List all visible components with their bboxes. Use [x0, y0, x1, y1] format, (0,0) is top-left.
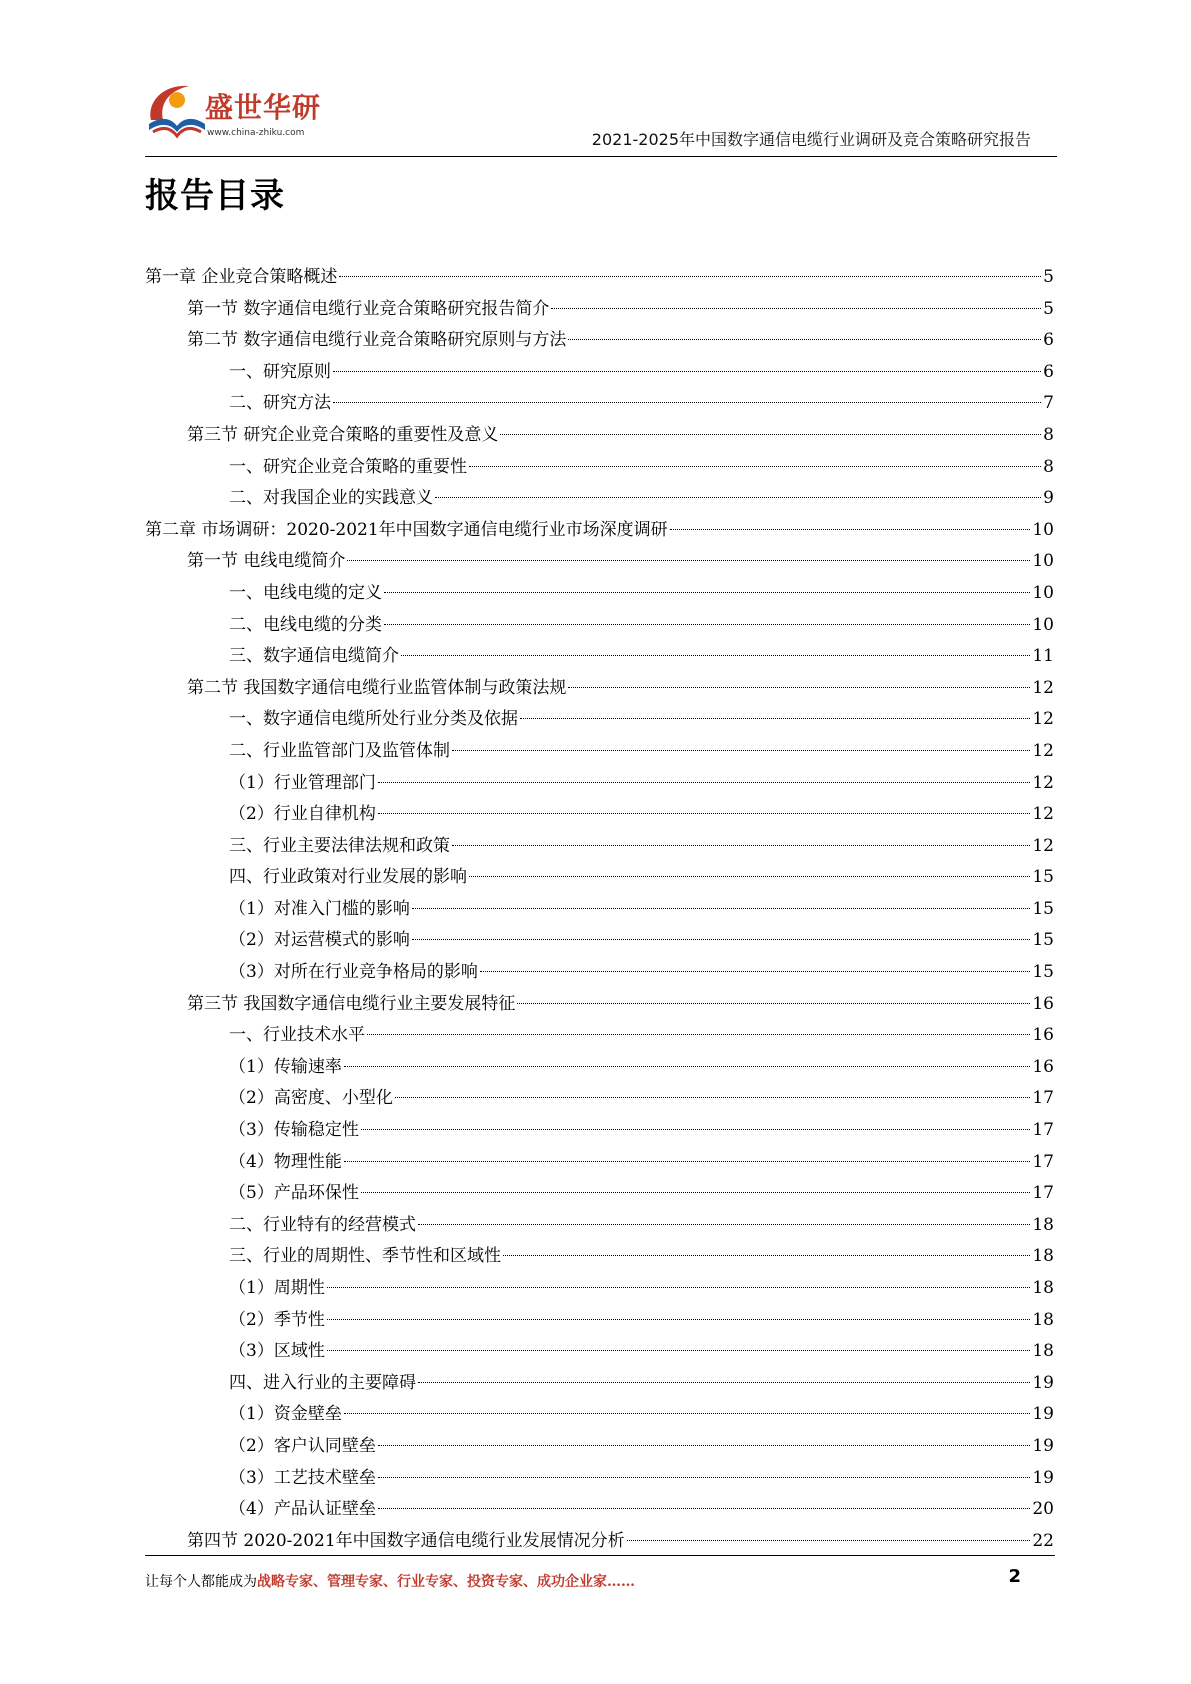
toc-entry-page: 6 [1043, 361, 1054, 382]
toc-entry-title: 一、电线电缆的定义 [229, 582, 382, 603]
toc-entry[interactable] [145, 1020, 1054, 1052]
toc-entry-page: 18 [1032, 1341, 1054, 1362]
toc-entry-title: 第二节 数字通信电缆行业竞合策略研究原则与方法 [187, 330, 567, 351]
toc-entry-title: 三、行业的周期性、季节性和区域性 [229, 1246, 501, 1267]
toc-entry-title: 四、行业政策对行业发展的影响 [229, 867, 467, 888]
dot-leader [344, 1161, 1031, 1162]
toc-entry-title: （2）客户认同壁垒 [229, 1435, 376, 1456]
dot-leader [500, 434, 1041, 435]
toc-entry[interactable] [145, 420, 1054, 452]
dot-leader [627, 1540, 1031, 1541]
page-number: 2 [1008, 1566, 1021, 1587]
toc-entry-page: 11 [1032, 646, 1054, 667]
toc-entry-title: 第二节 我国数字通信电缆行业监管体制与政策法规 [187, 677, 567, 698]
toc-entry[interactable] [145, 1115, 1054, 1147]
dot-leader [384, 624, 1030, 625]
toc-entry-page: 17 [1032, 1151, 1054, 1172]
toc-entry-page: 5 [1043, 267, 1054, 287]
dot-leader [435, 497, 1041, 498]
toc-entry-page: 16 [1032, 1025, 1054, 1046]
dot-leader [503, 1255, 1030, 1256]
toc-entry-page: 12 [1032, 677, 1054, 698]
toc-entry-title: （2）行业自律机构 [229, 804, 376, 825]
dot-leader [384, 592, 1030, 593]
document-title: 2021-2025年中国数字通信电缆行业调研及竞合策略研究报告 [591, 130, 1031, 149]
toc-entry-title: （3）传输稳定性 [229, 1120, 359, 1141]
dot-leader [347, 560, 1030, 561]
toc-entry[interactable] [145, 1083, 1054, 1115]
dot-leader [361, 1129, 1031, 1130]
toc-entry[interactable] [145, 673, 1054, 705]
toc-entry-page: 5 [1043, 298, 1054, 319]
footer-divider [145, 1555, 1055, 1556]
table-of-contents [145, 262, 1054, 1557]
toc-entry-page: 12 [1032, 772, 1054, 793]
toc-entry[interactable] [145, 1052, 1054, 1084]
footer-slogan [145, 1571, 635, 1591]
company-logo [145, 80, 322, 146]
dot-leader [670, 529, 1031, 530]
dot-leader [333, 402, 1041, 403]
toc-entry[interactable] [145, 1336, 1054, 1368]
dot-leader [412, 908, 1031, 909]
toc-entry-page: 8 [1043, 456, 1054, 477]
toc-entry-title: （3）对所在行业竞争格局的影响 [229, 962, 478, 983]
toc-entry-title: 第一节 数字通信电缆行业竞合策略研究报告简介 [187, 298, 550, 319]
dot-leader [452, 750, 1030, 751]
dot-leader [378, 813, 1031, 814]
toc-entry[interactable] [145, 957, 1054, 989]
toc-entry-title: （1）周期性 [229, 1278, 325, 1298]
toc-entry-page: 18 [1032, 1214, 1054, 1235]
dot-leader [517, 1003, 1030, 1004]
toc-entry-page: 19 [1032, 1467, 1054, 1488]
toc-entry[interactable] [145, 1273, 1054, 1305]
dot-leader [452, 845, 1030, 846]
toc-entry-page: 6 [1043, 330, 1054, 351]
toc-entry-page: 17 [1032, 1183, 1054, 1204]
toc-entry-page: 8 [1043, 424, 1054, 445]
dot-leader [378, 782, 1031, 783]
toc-entry-page: 17 [1032, 1120, 1054, 1141]
toc-entry-title: （2）季节性 [229, 1309, 325, 1330]
slogan-highlight: 战略专家、管理专家、行业专家、投资专家、成功企业家…… [257, 1574, 635, 1590]
toc-entry-page: 22 [1032, 1530, 1054, 1551]
toc-entry[interactable] [145, 862, 1054, 894]
dot-leader [480, 971, 1031, 972]
toc-entry-page: 12 [1032, 835, 1054, 856]
toc-entry-title: （2）对运营模式的影响 [229, 930, 410, 951]
toc-entry-page: 10 [1032, 551, 1054, 572]
dot-leader [361, 1192, 1031, 1193]
toc-entry[interactable] [145, 1210, 1054, 1242]
toc-entry-title: 一、数字通信电缆所处行业分类及依据 [229, 709, 518, 730]
toc-entry-page: 18 [1032, 1309, 1054, 1330]
dot-leader [339, 276, 1041, 277]
page-title: 报告目录 [145, 176, 285, 216]
dot-leader [551, 308, 1041, 309]
toc-entry-title: 三、数字通信电缆简介 [229, 646, 399, 667]
toc-entry[interactable] [145, 989, 1054, 1021]
toc-entry-page: 18 [1032, 1278, 1054, 1298]
toc-entry-page: 15 [1032, 898, 1054, 919]
toc-entry[interactable] [145, 1494, 1054, 1526]
toc-entry[interactable] [145, 1178, 1054, 1210]
dot-leader [568, 339, 1041, 340]
toc-entry[interactable] [145, 736, 1054, 768]
toc-entry-title: 二、对我国企业的实践意义 [229, 488, 433, 509]
toc-entry-title: 四、进入行业的主要障碍 [229, 1372, 416, 1393]
toc-entry-page: 17 [1032, 1088, 1054, 1109]
toc-entry[interactable] [145, 831, 1054, 863]
toc-entry-title: （1）传输速率 [229, 1056, 342, 1077]
toc-entry-title: （1）对准入门槛的影响 [229, 898, 410, 919]
toc-entry-page: 12 [1032, 709, 1054, 730]
toc-entry-page: 20 [1032, 1499, 1054, 1520]
page-header [145, 78, 1057, 158]
toc-entry[interactable] [145, 452, 1054, 484]
toc-entry[interactable] [145, 388, 1054, 420]
toc-entry-title: 第一章 企业竞合策略概述 [145, 267, 338, 287]
logo-website: www.china-zhiku.com [207, 128, 305, 138]
toc-entry-title: （5）产品环保性 [229, 1183, 359, 1204]
book-logo-icon [145, 80, 209, 142]
toc-entry[interactable] [145, 262, 1054, 294]
dot-leader [327, 1350, 1031, 1351]
dot-leader [418, 1224, 1030, 1225]
dot-leader [568, 687, 1030, 688]
toc-entry-page: 19 [1032, 1435, 1054, 1456]
toc-entry[interactable] [145, 641, 1054, 673]
toc-entry-page: 10 [1032, 614, 1054, 635]
dot-leader [401, 655, 1030, 656]
toc-entry[interactable] [145, 515, 1054, 547]
dot-leader [412, 939, 1031, 940]
toc-entry-title: 第一节 电线电缆简介 [187, 551, 346, 572]
toc-entry-page: 18 [1032, 1246, 1054, 1267]
toc-entry-title: 第三节 我国数字通信电缆行业主要发展特征 [187, 993, 516, 1014]
toc-entry-title: 第二章 市场调研：2020-2021年中国数字通信电缆行业市场深度调研 [145, 519, 668, 540]
dot-leader [327, 1287, 1031, 1288]
toc-entry[interactable] [145, 325, 1054, 357]
dot-leader [469, 876, 1030, 877]
toc-entry[interactable] [145, 704, 1054, 736]
toc-entry[interactable] [145, 1399, 1054, 1431]
toc-entry[interactable] [145, 1241, 1054, 1273]
toc-entry[interactable] [145, 925, 1054, 957]
toc-entry-title: 一、研究企业竞合策略的重要性 [229, 456, 467, 477]
toc-entry-page: 10 [1032, 582, 1054, 603]
dot-leader [333, 371, 1041, 372]
toc-entry-title: 一、行业技术水平 [229, 1025, 365, 1046]
toc-entry-page: 10 [1032, 519, 1054, 540]
dot-leader [344, 1413, 1031, 1414]
dot-leader [395, 1097, 1031, 1098]
dot-leader [469, 466, 1041, 467]
toc-entry[interactable] [145, 1368, 1054, 1400]
toc-entry[interactable] [145, 768, 1054, 800]
toc-entry-page: 12 [1032, 740, 1054, 761]
toc-entry-title: （1）行业管理部门 [229, 772, 376, 793]
toc-entry-title: （1）资金壁垒 [229, 1404, 342, 1425]
dot-leader [520, 718, 1030, 719]
toc-entry-page: 12 [1032, 804, 1054, 825]
toc-entry-page: 16 [1032, 1056, 1054, 1077]
toc-entry[interactable] [145, 578, 1054, 610]
toc-entry[interactable] [145, 1305, 1054, 1337]
toc-entry-title: （4）物理性能 [229, 1151, 342, 1172]
toc-entry[interactable] [145, 894, 1054, 926]
toc-entry-title: 一、研究原则 [229, 361, 331, 382]
dot-leader [378, 1477, 1031, 1478]
toc-entry-title: 二、电线电缆的分类 [229, 614, 382, 635]
toc-entry-title: （3）工艺技术壁垒 [229, 1467, 376, 1488]
toc-entry-title: 二、研究方法 [229, 393, 331, 414]
toc-entry-title: （3）区域性 [229, 1341, 325, 1362]
toc-entry[interactable] [145, 357, 1054, 389]
toc-entry-title: 三、行业主要法律法规和政策 [229, 835, 450, 856]
toc-entry[interactable] [145, 1463, 1054, 1495]
toc-entry[interactable] [145, 610, 1054, 642]
toc-entry[interactable] [145, 1526, 1054, 1558]
toc-entry-page: 15 [1032, 962, 1054, 983]
toc-entry-page: 15 [1032, 930, 1054, 951]
toc-entry[interactable] [145, 799, 1054, 831]
dot-leader [378, 1508, 1031, 1509]
dot-leader [327, 1319, 1031, 1320]
dot-leader [418, 1382, 1030, 1383]
toc-entry-title: 二、行业特有的经营模式 [229, 1214, 416, 1235]
logo-company-name: 盛世华研 [205, 91, 322, 124]
dot-leader [367, 1034, 1030, 1035]
toc-entry[interactable] [145, 294, 1054, 326]
toc-entry-page: 16 [1032, 993, 1054, 1014]
header-divider [145, 156, 1057, 157]
toc-entry-page: 7 [1043, 393, 1054, 414]
toc-entry-title: 二、行业监管部门及监管体制 [229, 740, 450, 761]
toc-entry-title: 第三节 研究企业竞合策略的重要性及意义 [187, 424, 499, 445]
toc-entry-page: 15 [1032, 867, 1054, 888]
toc-entry-page: 19 [1032, 1372, 1054, 1393]
dot-leader [344, 1066, 1031, 1067]
toc-entry[interactable] [145, 483, 1054, 515]
toc-entry[interactable] [145, 1147, 1054, 1179]
toc-entry-title: （2）高密度、小型化 [229, 1088, 393, 1109]
toc-entry-title: 第四节 2020-2021年中国数字通信电缆行业发展情况分析 [187, 1530, 625, 1551]
slogan-prefix: 让每个人都能成为 [145, 1574, 257, 1590]
toc-entry-page: 19 [1032, 1404, 1054, 1425]
toc-entry[interactable] [145, 1431, 1054, 1463]
toc-entry-page: 9 [1043, 488, 1054, 509]
toc-entry-title: （4）产品认证壁垒 [229, 1499, 376, 1520]
toc-entry[interactable] [145, 546, 1054, 578]
dot-leader [378, 1445, 1031, 1446]
